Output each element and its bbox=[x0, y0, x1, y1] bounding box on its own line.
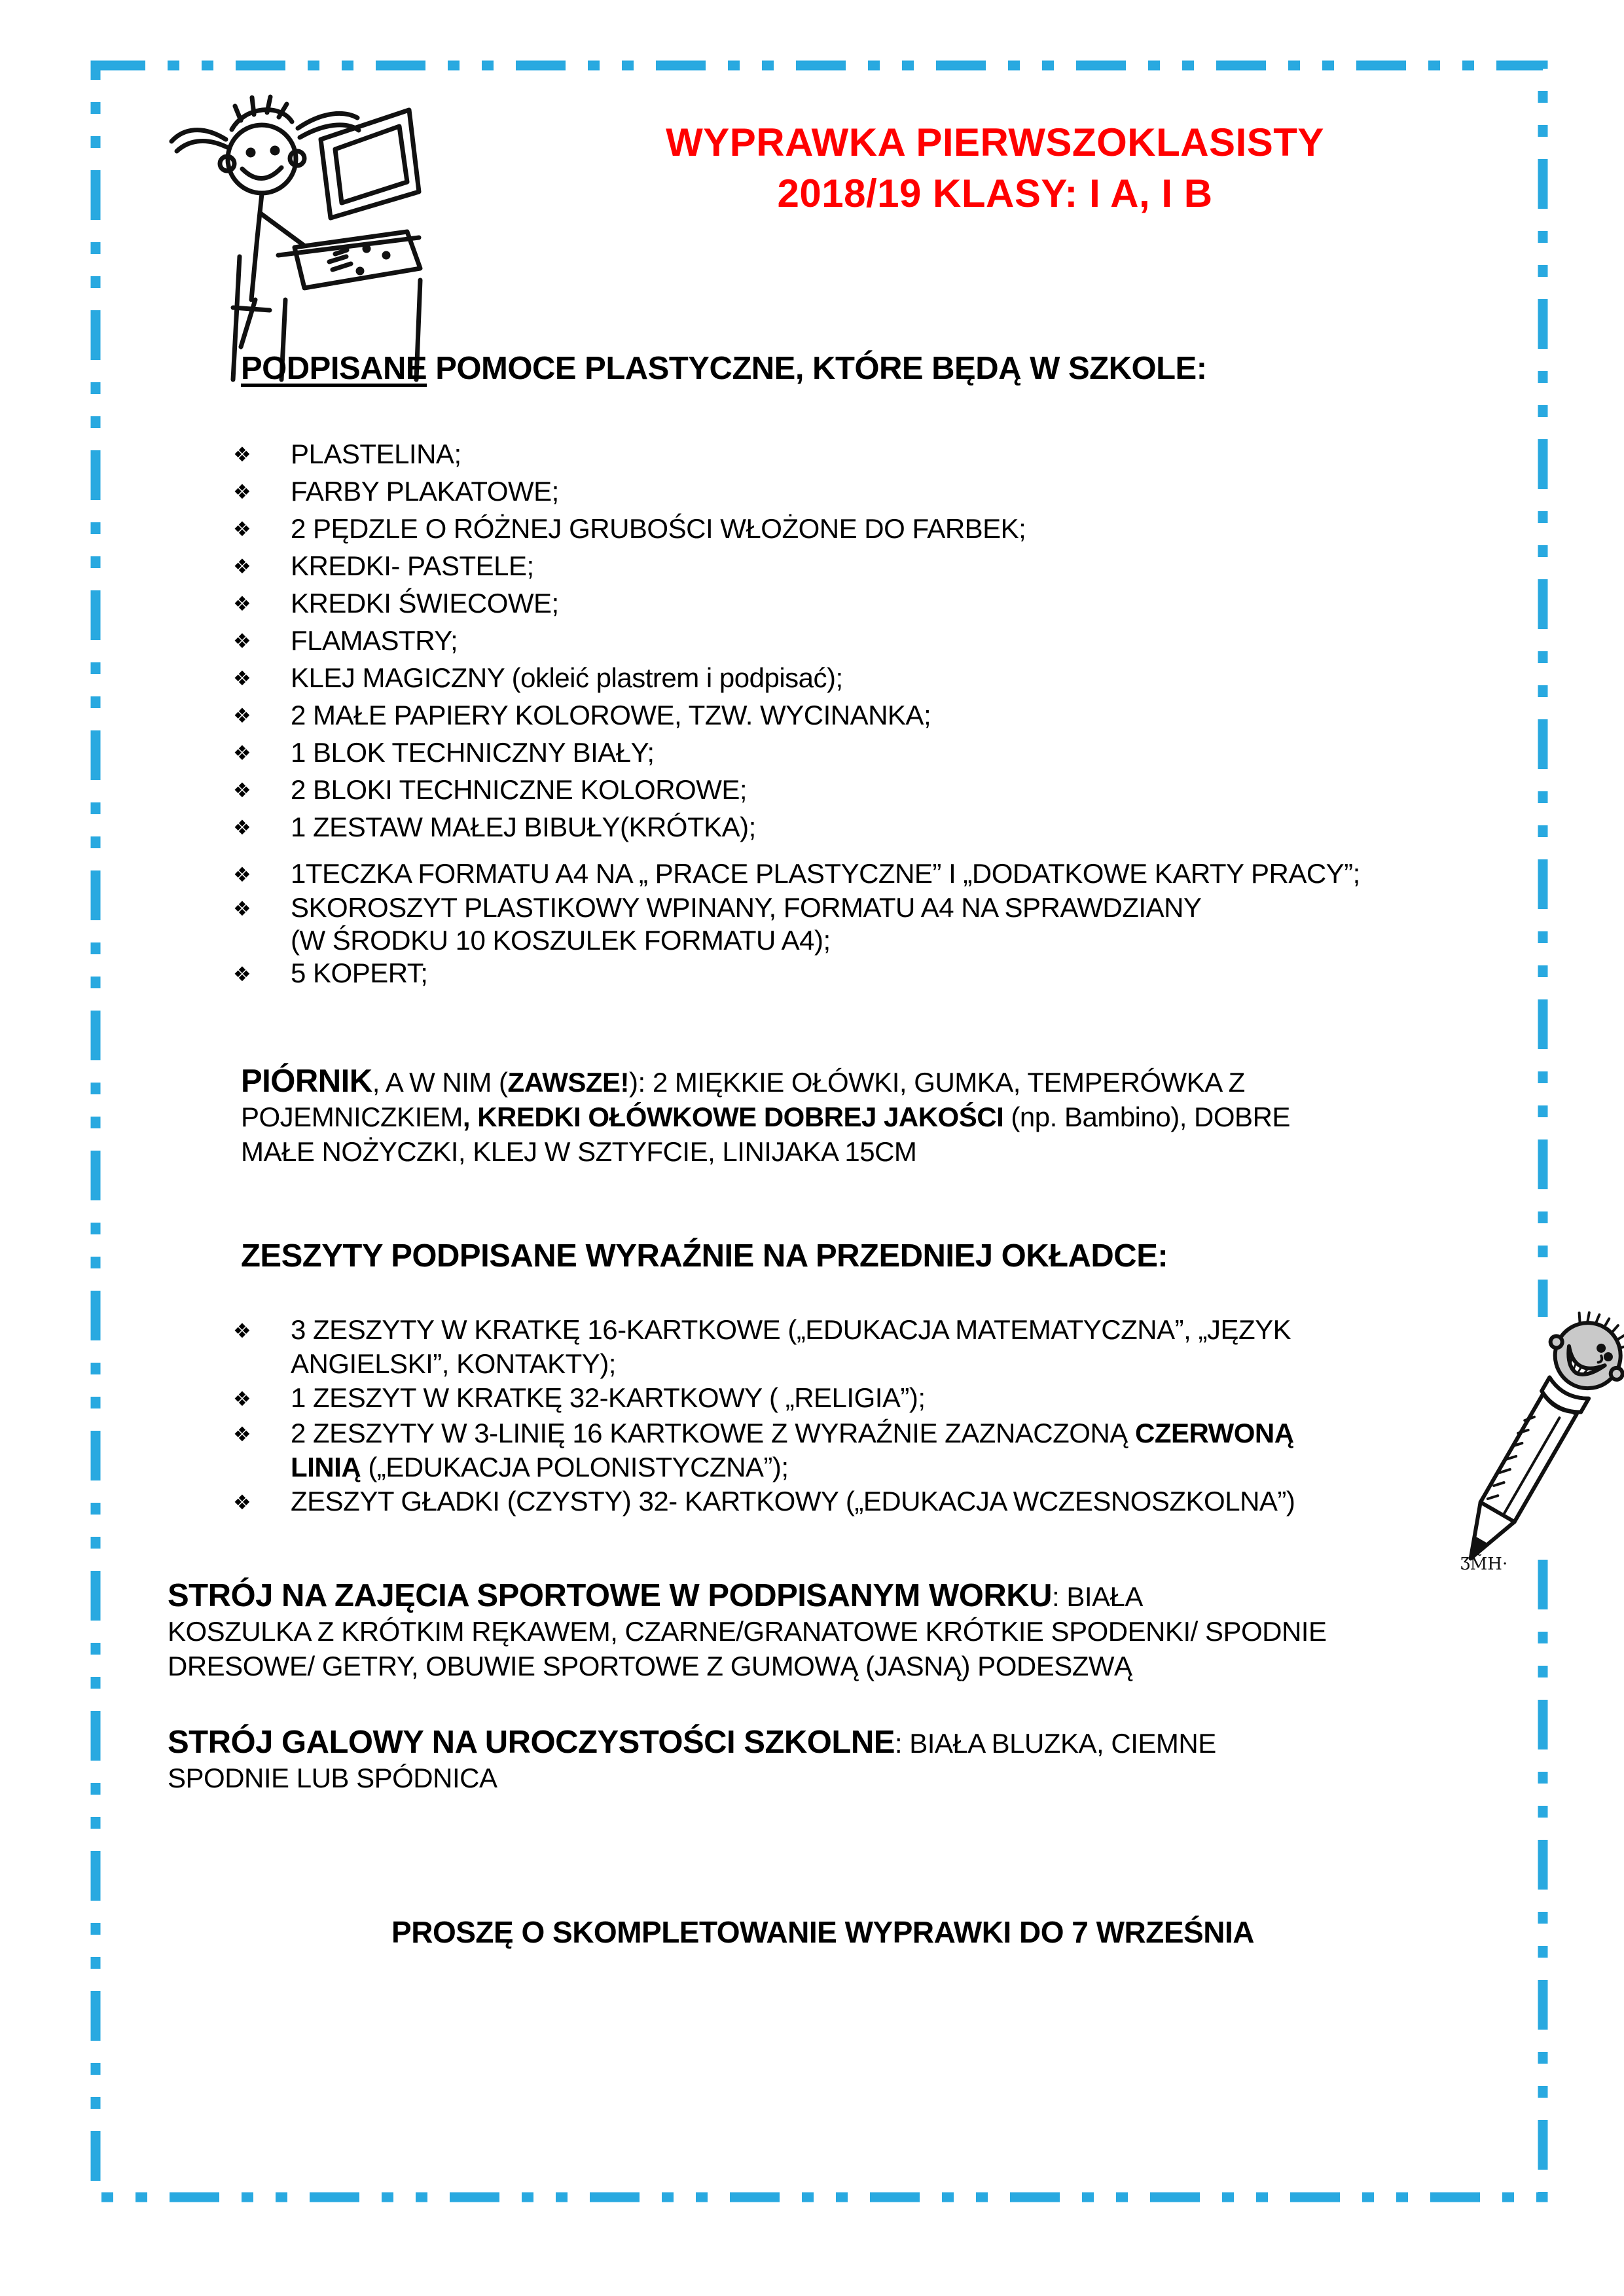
list-item bbox=[233, 957, 1360, 991]
text-line: FLAMASTRY; bbox=[291, 625, 458, 656]
list-item bbox=[233, 891, 1360, 957]
list-item-text bbox=[291, 857, 1360, 890]
list-item bbox=[233, 857, 1360, 891]
diamond-bullet-icon: ❖ bbox=[233, 742, 251, 765]
diamond-bullet-icon: ❖ bbox=[233, 667, 251, 691]
diamond-bullet-icon: ❖ bbox=[233, 1491, 251, 1515]
smiling-pencil-illustration bbox=[1456, 1309, 1624, 1584]
text-line: KREDKI ŚWIECOWE; bbox=[291, 588, 559, 619]
page-title bbox=[550, 117, 1440, 219]
list-item bbox=[233, 660, 1026, 697]
notebooks-list bbox=[233, 1313, 1295, 1520]
list-item bbox=[233, 772, 1026, 809]
list-item-text bbox=[291, 1416, 1294, 1484]
text-line: 1 ZESZYT W KRATKĘ 32-KARTKOWY ( „RELIGIA”); bbox=[291, 1382, 926, 1413]
diamond-bullet-icon: ❖ bbox=[233, 863, 251, 887]
list-item bbox=[233, 697, 1026, 734]
text-line: KREDKI- PASTELE; bbox=[291, 550, 534, 581]
text-line: ZESZYT GŁADKI (CZYSTY) 32- KARTKOWY („EDUKACJA WCZESNOSZKOLNA”) bbox=[291, 1486, 1295, 1516]
list-item-text bbox=[291, 734, 655, 770]
list-item-text bbox=[291, 511, 1026, 547]
list-item-text bbox=[291, 1484, 1295, 1518]
text-line: 2 ZESZYTY W 3-LINIĘ 16 KARTKOWE Z WYRAŹNIE ZAZNACZONĄ CZERWONĄ bbox=[291, 1418, 1294, 1448]
text-line: STRÓJ GALOWY NA UROCZYSTOŚCI SZKOLNE: BIAŁA BLUZKA, CIEMNE bbox=[168, 1725, 1216, 1760]
list-item-text bbox=[291, 436, 461, 472]
pencil-case-paragraph bbox=[241, 1064, 1290, 1169]
list-item-text bbox=[291, 622, 458, 658]
text-line: 2 PĘDZLE O RÓŻNEJ GRUBOŚCI WŁOŻONE DO FARBEK; bbox=[291, 513, 1026, 544]
list-item bbox=[233, 1313, 1295, 1381]
diamond-bullet-icon: ❖ bbox=[233, 1319, 251, 1343]
list-item-text bbox=[291, 772, 747, 808]
list-item bbox=[233, 548, 1026, 585]
list-item-text bbox=[291, 1313, 1291, 1381]
text-line: KOSZULKA Z KRÓTKIM RĘKAWEM, CZARNE/GRANATOWE KRÓTKIE SPODENKI/ SPODNIE bbox=[168, 1616, 1327, 1647]
gala-outfit-paragraph bbox=[168, 1725, 1216, 1795]
list-item-text bbox=[291, 697, 931, 733]
list-item-text bbox=[291, 1381, 926, 1415]
artist-signature: ƷM̃H· bbox=[1460, 1554, 1508, 1574]
text-line: FARBY PLAKATOWE; bbox=[291, 476, 559, 507]
sports-outfit-paragraph bbox=[168, 1579, 1327, 1683]
text-line: 2 BLOKI TECHNICZNE KOLOROWE; bbox=[291, 774, 748, 805]
list-item-text bbox=[291, 548, 534, 584]
list-item-text bbox=[291, 585, 559, 621]
text-line: PLASTELINA; bbox=[291, 439, 461, 469]
heading-notebooks bbox=[241, 1236, 1168, 1276]
girl-at-computer-illustration bbox=[164, 84, 425, 385]
list-item bbox=[233, 1381, 1295, 1416]
list-item bbox=[233, 473, 1026, 511]
list-item bbox=[233, 585, 1026, 622]
text-line: (W ŚRODKU 10 KOSZULEK FORMATU A4); bbox=[291, 925, 831, 956]
list-item bbox=[233, 511, 1026, 548]
diamond-bullet-icon: ❖ bbox=[233, 480, 251, 504]
text-line: PIÓRNIK, A W NIM (ZAWSZE!): 2 MIĘKKIE OŁÓWKI, GUMKA, TEMPERÓWKA Z bbox=[241, 1064, 1245, 1099]
list-item-text bbox=[291, 660, 843, 696]
text-line: MAŁE NOŻYCZKI, KLEJ W SZTYFCIE, LINIJAKA 15CM bbox=[241, 1136, 917, 1167]
diamond-bullet-icon: ❖ bbox=[233, 592, 251, 616]
diamond-bullet-icon: ❖ bbox=[233, 963, 251, 986]
diamond-bullet-icon: ❖ bbox=[233, 897, 251, 921]
text-line: 1 BLOK TECHNICZNY BIAŁY; bbox=[291, 737, 655, 768]
text-line: PROSZĘ O SKOMPLETOWANIE WYPRAWKI DO 7 WRZEŚNIA bbox=[391, 1915, 1254, 1949]
text-line: KLEJ MAGICZNY (okleić plastrem i podpisać); bbox=[291, 662, 843, 693]
text-line: LINIĄ („EDUKACJA POLONISTYCZNA”); bbox=[291, 1452, 789, 1482]
folders-list bbox=[233, 857, 1360, 991]
text-line: 3 ZESZYTY W KRATKĘ 16-KARTKOWE („EDUKACJA MATEMATYCZNA”, „JĘZYK bbox=[291, 1314, 1291, 1345]
list-item-text bbox=[291, 957, 427, 990]
diamond-bullet-icon: ❖ bbox=[233, 555, 251, 579]
list-item-text bbox=[291, 891, 1201, 957]
text-line: SPODNIE LUB SPÓDNICA bbox=[168, 1763, 497, 1793]
diamond-bullet-icon: ❖ bbox=[233, 630, 251, 653]
diamond-bullet-icon: ❖ bbox=[233, 779, 251, 802]
list-item-text bbox=[291, 809, 756, 845]
closing-note bbox=[97, 1915, 1549, 1949]
text-line: 5 KOPERT; bbox=[291, 958, 428, 988]
title-line-1: WYPRAWKA PIERWSZOKLASISTY bbox=[666, 120, 1324, 164]
heading-art-supplies bbox=[241, 348, 1207, 389]
diamond-bullet-icon: ❖ bbox=[233, 816, 251, 840]
list-item bbox=[233, 734, 1026, 772]
list-item bbox=[233, 1484, 1295, 1520]
list-item bbox=[233, 809, 1026, 846]
list-item-text bbox=[291, 473, 559, 509]
diamond-bullet-icon: ❖ bbox=[233, 518, 251, 541]
text-line: 1TECZKA FORMATU A4 NA „ PRACE PLASTYCZNE” I „DODATKOWE KARTY PRACY”; bbox=[291, 858, 1360, 889]
diamond-bullet-icon: ❖ bbox=[233, 1423, 251, 1446]
text-line: POJEMNICZKIEM, KREDKI OŁÓWKOWE DOBREJ JAKOŚCI (np. Bambino), DOBRE bbox=[241, 1102, 1290, 1132]
text-line: SKOROSZYT PLASTIKOWY WPINANY, FORMATU A4 NA SPRAWDZIANY bbox=[291, 892, 1202, 923]
text-line: PODPISANE POMOCE PLASTYCZNE, KTÓRE BĘDĄ W SZKOLE: bbox=[241, 351, 1207, 386]
text-line: STRÓJ NA ZAJĘCIA SPORTOWE W PODPISANYM WORKU: BIAŁA bbox=[168, 1578, 1143, 1613]
list-item bbox=[233, 1416, 1295, 1484]
text-line: DRESOWE/ GETRY, OBUWIE SPORTOWE Z GUMOWĄ (JASNĄ) PODESZWĄ bbox=[168, 1651, 1132, 1681]
text-line: 1 ZESTAW MAŁEJ BIBUŁY(KRÓTKA); bbox=[291, 812, 756, 842]
list-item bbox=[233, 622, 1026, 660]
text-line: ZESZYTY PODPISANE WYRAŹNIE NA PRZEDNIEJ OKŁADCE: bbox=[241, 1238, 1168, 1274]
title-line-2: 2018/19 KLASY: I A, I B bbox=[777, 171, 1213, 215]
art-supplies-list bbox=[233, 436, 1026, 846]
list-item bbox=[233, 436, 1026, 473]
text-line: ANGIELSKI”, KONTAKTY); bbox=[291, 1348, 616, 1379]
text-line: 2 MAŁE PAPIERY KOLOROWE, TZW. WYCINANKA; bbox=[291, 700, 931, 730]
diamond-bullet-icon: ❖ bbox=[233, 1388, 251, 1411]
diamond-bullet-icon: ❖ bbox=[233, 443, 251, 467]
diamond-bullet-icon: ❖ bbox=[233, 704, 251, 728]
